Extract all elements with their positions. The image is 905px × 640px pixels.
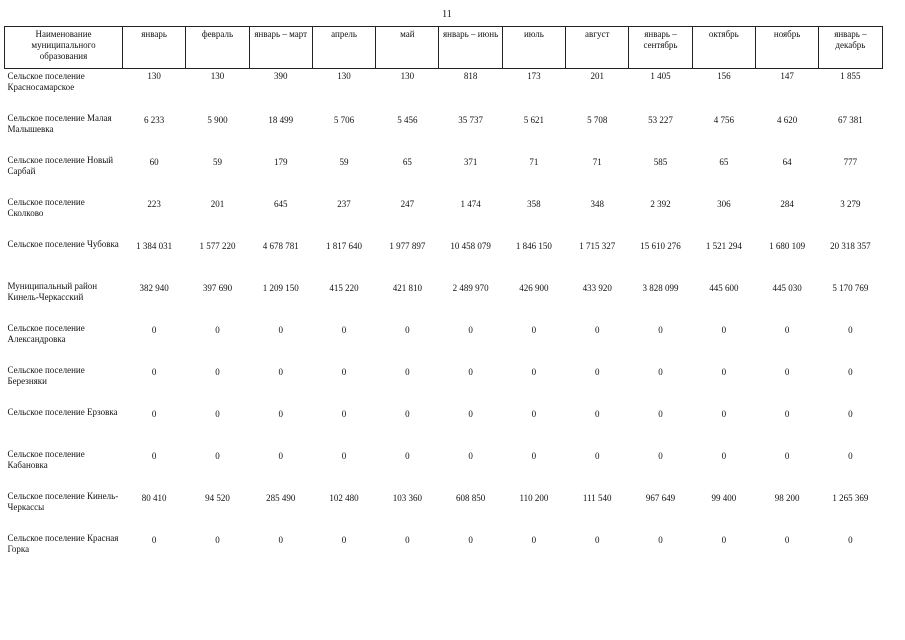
- column-header-name: Наименование муниципального образования: [5, 27, 123, 69]
- table-cell: 0: [848, 408, 853, 419]
- table-cell: 397 690: [202, 282, 233, 293]
- table-cell: 1 209 150: [262, 282, 299, 293]
- table-cell: 4 678 781: [262, 240, 299, 251]
- table-cell: 130: [400, 71, 415, 81]
- table-cell: 0: [721, 534, 727, 545]
- table-row: [5, 69, 883, 113]
- column-header: октябрь: [692, 27, 755, 69]
- table-cell: 433 920: [582, 282, 612, 293]
- table-cell: 585: [653, 156, 668, 167]
- table-cell: 0: [215, 324, 220, 335]
- table-cell: 173: [527, 71, 541, 81]
- table-cell: 201: [590, 71, 604, 81]
- table-cell: 59: [212, 156, 222, 167]
- table-cell: 1 474: [460, 198, 481, 209]
- municipality-name: Муниципальный район Кинель-Черкасский: [7, 280, 98, 302]
- table-row: [5, 113, 883, 155]
- table-cell: 284: [780, 198, 794, 209]
- table-cell: 0: [848, 534, 853, 545]
- table-cell: 130: [147, 71, 161, 81]
- table-cell: 0: [784, 450, 790, 461]
- table-cell: 0: [658, 366, 663, 377]
- table-cell: 0: [468, 366, 473, 377]
- table-cell: 0: [531, 366, 537, 377]
- column-header: февраль: [186, 27, 249, 69]
- table-cell: 0: [151, 534, 157, 545]
- table-cell: 0: [215, 408, 220, 419]
- municipality-name: Сельское поселение Сколково: [7, 196, 85, 218]
- table-cell: 0: [531, 408, 537, 419]
- table-cell: 0: [151, 324, 157, 335]
- municipality-name: Сельское поселение Красносамарское: [7, 71, 85, 92]
- column-header: январь – июнь: [439, 27, 502, 69]
- table-cell: 111 540: [582, 492, 612, 503]
- table-cell: 0: [405, 366, 410, 377]
- table-cell: 0: [278, 534, 283, 545]
- table-row: [5, 155, 883, 197]
- table-cell: 0: [721, 450, 727, 461]
- table-cell: 0: [405, 408, 410, 419]
- table-cell: 60: [149, 156, 159, 167]
- table-cell: 0: [594, 534, 600, 545]
- table-cell: 0: [341, 534, 347, 545]
- table-cell: 98 200: [774, 492, 800, 503]
- table-cell: 0: [658, 534, 663, 545]
- table-cell: 71: [592, 156, 602, 167]
- table-cell: 0: [405, 534, 410, 545]
- table-cell: 2 392: [650, 198, 671, 209]
- municipality-name: Сельское поселение Березняки: [7, 364, 85, 386]
- table-cell: 1 405: [650, 71, 671, 81]
- municipality-name: Сельское поселение Александровка: [7, 322, 85, 344]
- column-header: ноябрь: [755, 27, 818, 69]
- table-cell: 71: [529, 156, 539, 167]
- table-cell: 1 855: [840, 71, 861, 81]
- table-cell: 80 410: [141, 492, 167, 503]
- table-cell: 0: [278, 408, 283, 419]
- table-cell: 0: [784, 324, 790, 335]
- table-cell: 10 458 079: [450, 240, 491, 251]
- municipality-name: Сельское поселение Кабановка: [7, 448, 85, 470]
- table-cell: 0: [594, 450, 600, 461]
- table-cell: 0: [784, 408, 790, 419]
- table-cell: 445 600: [709, 282, 739, 293]
- table-cell: 0: [784, 366, 790, 377]
- column-header: апрель: [312, 27, 375, 69]
- table-cell: 0: [658, 450, 663, 461]
- table-cell: 0: [341, 324, 347, 335]
- table-cell: 0: [151, 408, 157, 419]
- column-header: январь – март: [249, 27, 312, 69]
- table-cell: 0: [215, 534, 220, 545]
- table-row: [5, 197, 883, 239]
- table-row: [5, 449, 883, 491]
- table-body: [5, 69, 883, 575]
- table-cell: 358: [527, 198, 541, 209]
- table-cell: 0: [405, 450, 410, 461]
- table-cell: 645: [273, 198, 288, 209]
- table-cell: 421 810: [392, 282, 422, 293]
- table-cell: 967 649: [645, 492, 676, 503]
- table-cell: 382 940: [139, 282, 169, 293]
- table-cell: 0: [341, 450, 347, 461]
- table-cell: 0: [721, 324, 727, 335]
- table-cell: 247: [400, 198, 415, 209]
- table-cell: 1 577 220: [199, 240, 236, 251]
- table-cell: 0: [468, 408, 473, 419]
- table-cell: 5 706: [333, 114, 355, 125]
- table-cell: 237: [337, 198, 351, 209]
- table-cell: 0: [278, 450, 283, 461]
- table-cell: 1 680 109: [769, 240, 806, 251]
- page-number: 11: [442, 9, 452, 20]
- table-cell: 0: [278, 324, 283, 335]
- municipality-name: Сельское поселение Кинель-Черкассы: [7, 490, 119, 512]
- table-cell: 0: [151, 450, 157, 461]
- table-cell: 0: [468, 324, 473, 335]
- table-cell: 0: [784, 534, 790, 545]
- table-cell: 0: [531, 450, 537, 461]
- table-cell: 94 520: [205, 492, 230, 503]
- table-cell: 390: [273, 71, 288, 81]
- table-cell: 65: [402, 156, 412, 167]
- table-cell: 306: [717, 198, 731, 209]
- table-cell: 15 610 276: [640, 240, 681, 251]
- table-cell: 53 227: [648, 114, 673, 125]
- table-cell: 0: [278, 366, 283, 377]
- table-cell: 110 200: [519, 492, 549, 503]
- table-cell: 0: [721, 366, 727, 377]
- table-cell: 0: [848, 366, 853, 377]
- table-cell: 0: [848, 324, 853, 335]
- table-row: [5, 239, 883, 281]
- table-cell: 818: [463, 71, 478, 81]
- table-cell: 5 170 769: [832, 282, 869, 293]
- table-cell: 1 846 150: [515, 240, 552, 251]
- table-cell: 1 384 031: [136, 240, 173, 251]
- table-row: [5, 533, 883, 575]
- table-cell: 0: [341, 408, 347, 419]
- table-cell: 0: [215, 450, 220, 461]
- column-header: июль: [502, 27, 565, 69]
- table-row: [5, 407, 883, 449]
- municipality-name: Сельское поселение Чубовка: [7, 238, 119, 249]
- table-cell: 18 499: [268, 114, 294, 125]
- table-cell: 0: [531, 534, 537, 545]
- table-cell: 0: [151, 366, 157, 377]
- column-header: август: [566, 27, 629, 69]
- table-cell: 6 233: [144, 114, 165, 125]
- table-cell: 5 456: [397, 114, 418, 125]
- table-cell: 0: [594, 324, 600, 335]
- table-cell: 0: [405, 324, 410, 335]
- table-row: [5, 323, 883, 365]
- table-cell: 2 489 970: [452, 282, 489, 293]
- table-cell: 1 265 369: [832, 492, 869, 503]
- table-cell: 0: [658, 408, 663, 419]
- table-cell: 3 828 099: [642, 282, 679, 293]
- table-cell: 130: [210, 71, 225, 81]
- municipality-name: Сельское поселение Ерзовка: [7, 406, 118, 417]
- table-cell: 0: [468, 450, 473, 461]
- table-cell: 102 480: [329, 492, 359, 503]
- table-cell: 445 030: [772, 282, 802, 293]
- table-cell: 348: [590, 198, 604, 209]
- column-header: январь – декабрь: [819, 27, 882, 69]
- table-cell: 0: [658, 324, 663, 335]
- table-cell: 0: [848, 450, 853, 461]
- table-cell: 777: [843, 156, 858, 167]
- table-cell: 1 977 897: [389, 240, 426, 251]
- municipality-name: Сельское поселение Новый Сарбай: [7, 154, 114, 176]
- header-row: [5, 27, 883, 69]
- table-cell: 201: [210, 198, 225, 209]
- table-cell: 285 490: [266, 492, 296, 503]
- table-cell: 65: [719, 156, 729, 167]
- table-cell: 415 220: [329, 282, 359, 293]
- table-cell: 3 279: [840, 198, 861, 209]
- table-cell: 0: [594, 408, 600, 419]
- table-cell: 4 620: [776, 114, 798, 125]
- data-table: [4, 26, 883, 575]
- table-cell: 0: [531, 324, 537, 335]
- table-cell: 0: [215, 366, 220, 377]
- table-cell: 5 621: [523, 114, 545, 125]
- table-cell: 99 400: [711, 492, 737, 503]
- table-cell: 130: [337, 71, 351, 81]
- table-cell: 64: [782, 156, 792, 167]
- table-cell: 35 737: [458, 114, 483, 125]
- table-cell: 5 900: [207, 114, 228, 125]
- table-cell: 156: [717, 71, 731, 81]
- table-row: [5, 281, 883, 323]
- municipality-name: Сельское поселение Малая Малышевка: [7, 112, 112, 134]
- table-cell: 59: [339, 156, 349, 167]
- table-cell: 20 318 357: [830, 240, 871, 251]
- table-cell: 426 900: [519, 282, 549, 293]
- table-cell: 5 708: [587, 114, 608, 125]
- table-cell: 179: [273, 156, 288, 167]
- table-cell: 0: [341, 366, 347, 377]
- table-cell: 608 850: [456, 492, 486, 503]
- table-cell: 103 360: [392, 492, 422, 503]
- table-cell: 1 817 640: [326, 240, 363, 251]
- table-cell: 147: [780, 71, 794, 81]
- table-cell: 1 715 327: [579, 240, 616, 251]
- column-header: январь: [123, 27, 186, 69]
- table-cell: 67 381: [838, 114, 863, 125]
- table-cell: 4 756: [713, 114, 734, 125]
- municipality-name: Сельское поселение Красная Горка: [7, 532, 119, 554]
- table-cell: 0: [468, 534, 473, 545]
- table-cell: 0: [594, 366, 600, 377]
- column-header: январь – сентябрь: [629, 27, 692, 69]
- table-cell: 371: [463, 156, 478, 167]
- table-row: [5, 365, 883, 407]
- table-cell: 223: [147, 198, 161, 209]
- table-cell: 1 521 294: [705, 240, 742, 251]
- table-row: [5, 491, 883, 533]
- column-header: май: [376, 27, 439, 69]
- table-cell: 0: [721, 408, 727, 419]
